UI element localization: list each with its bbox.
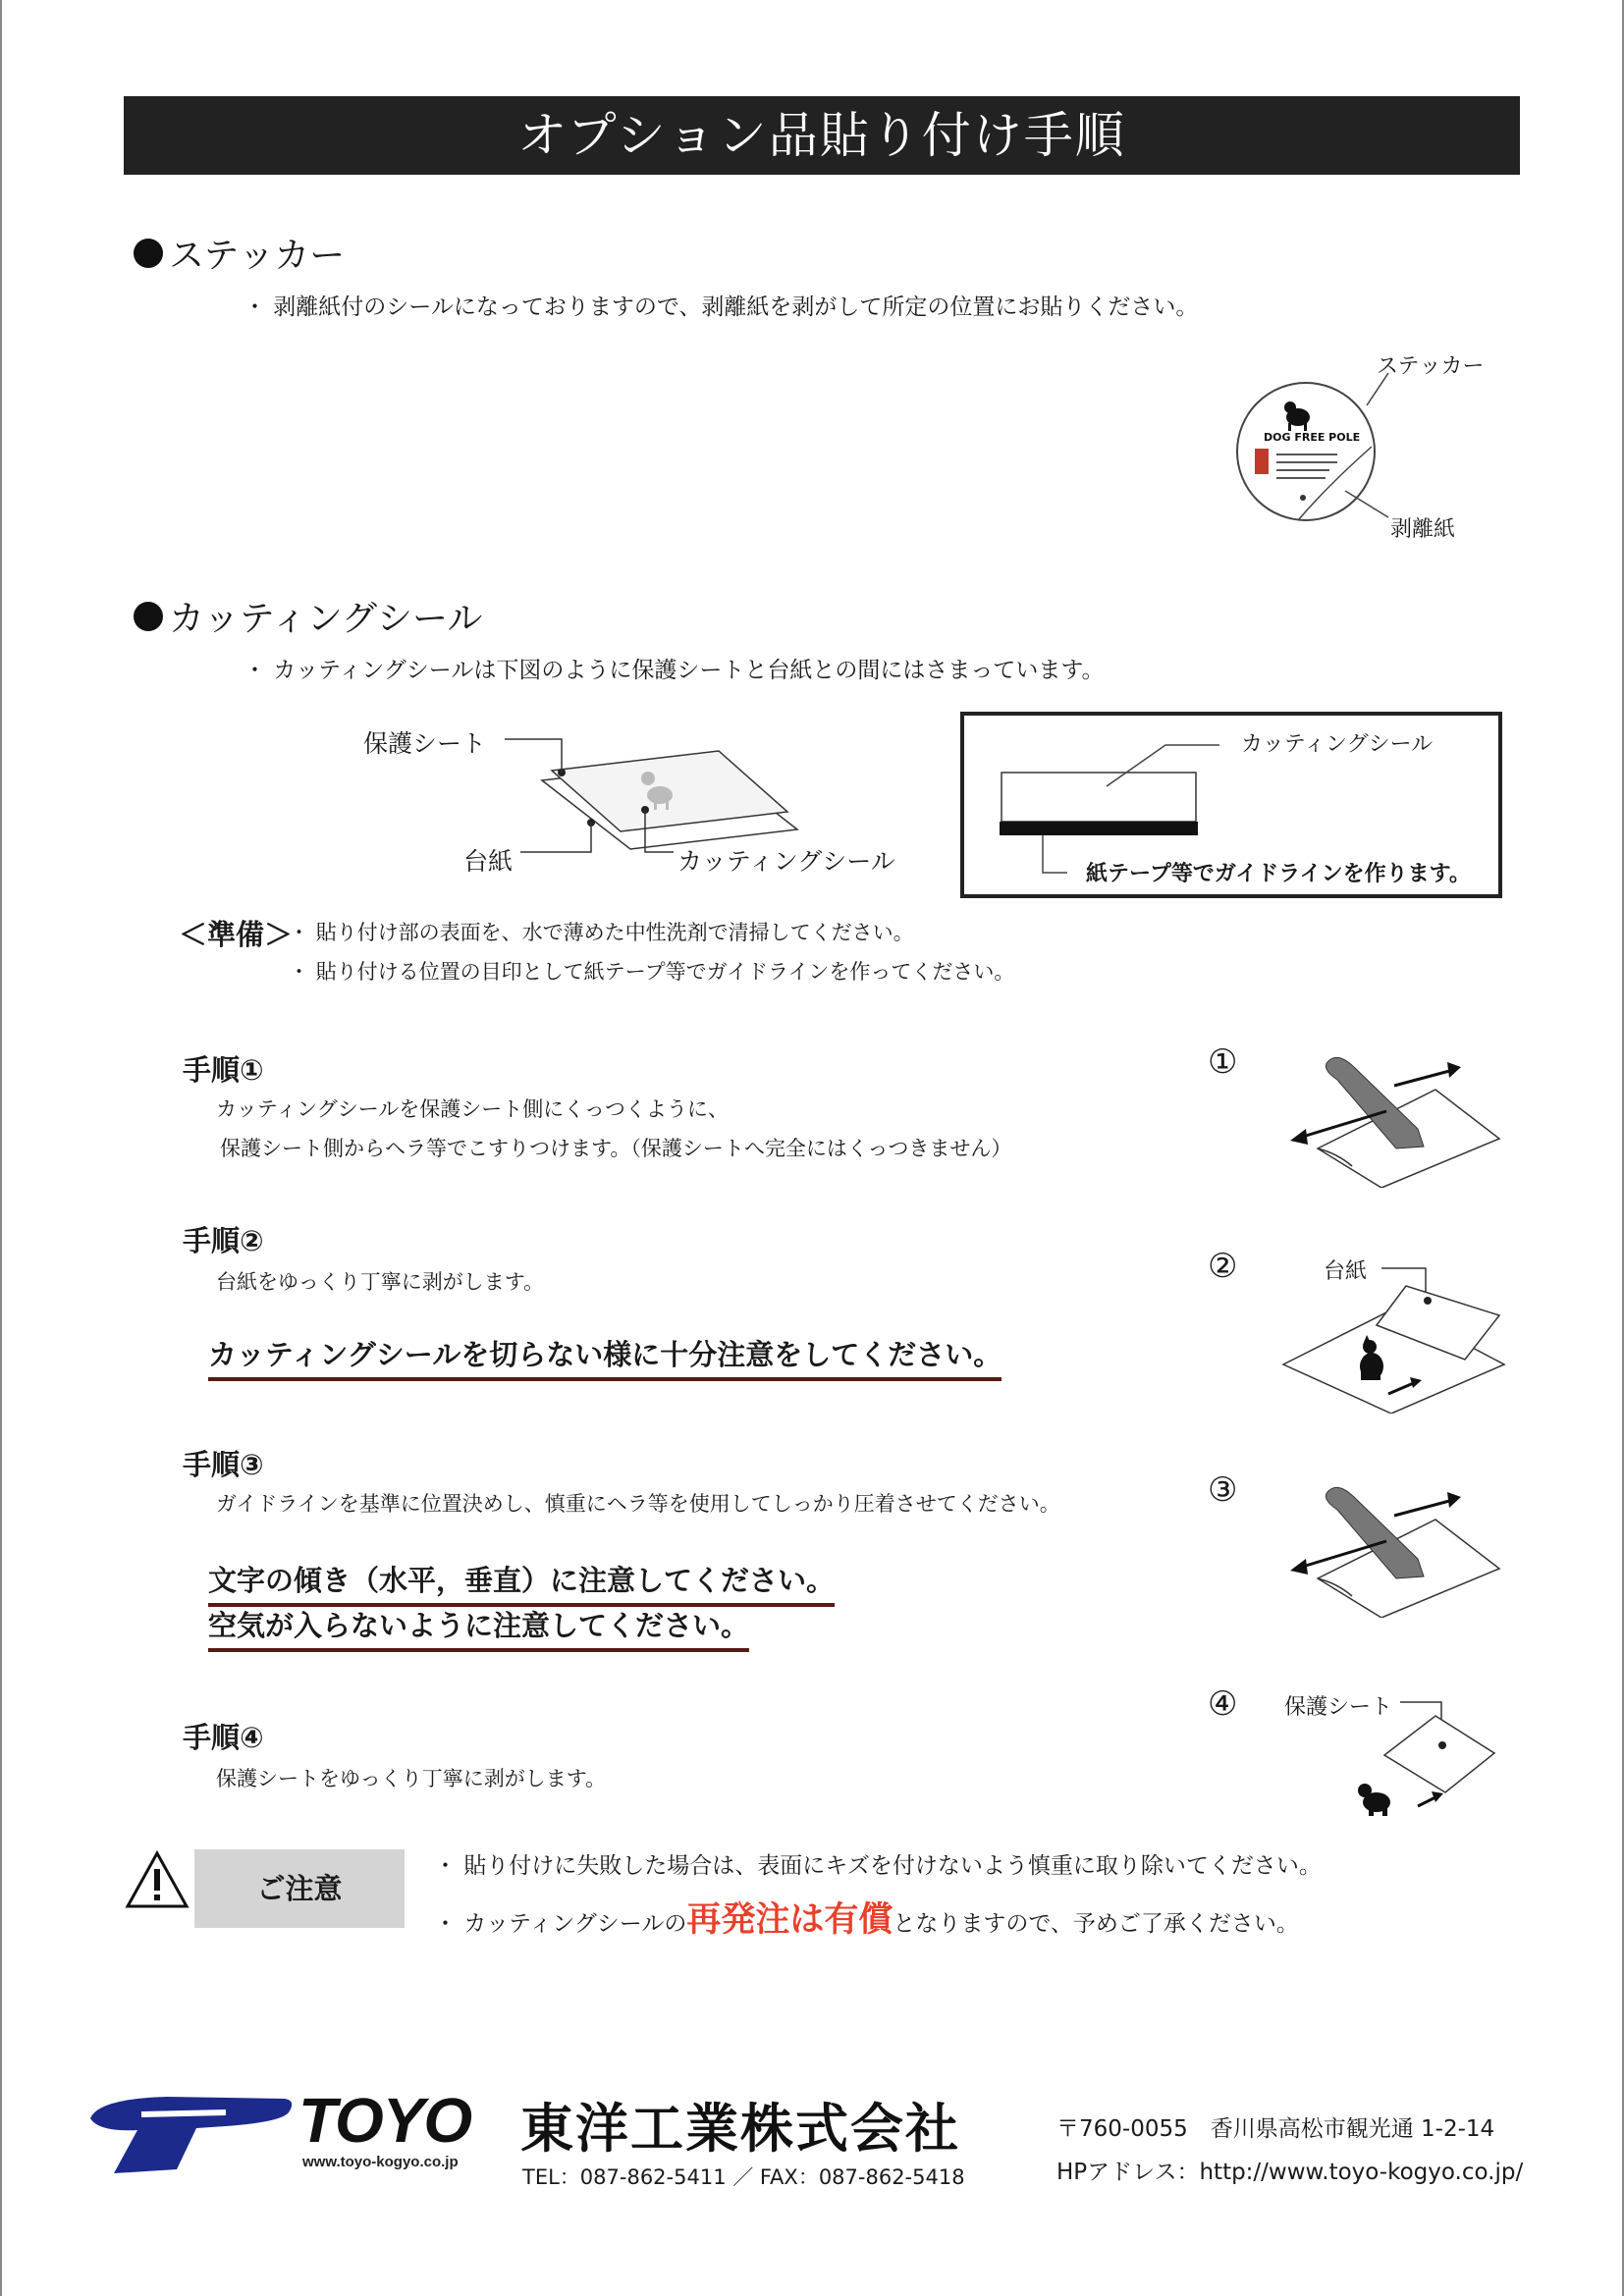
prep-label: ＜準備＞ — [179, 918, 294, 951]
right-arrow-icon — [1394, 1062, 1461, 1086]
step1-line-1: カッティングシールを保護シート側にくっつくように、 — [216, 1097, 729, 1121]
sticker-description: ・ 剥離紙付のシールになっておりますので、剥離紙を剥がして所定の位置にお貼りください。 — [244, 294, 1199, 320]
address: 〒760-0055 香川県高松市観光通 1-2-14 — [1056, 2116, 1495, 2142]
step4-line-1: 保護シートをゆっくり丁寧に剥がします。 — [216, 1767, 607, 1790]
step3-figure — [1278, 1470, 1514, 1618]
step3-caution-1: 文字の傾き（水平，垂直）に注意してください。 — [208, 1559, 835, 1607]
step3-number: ③ — [1208, 1470, 1238, 1510]
step1-figure — [1278, 1041, 1514, 1188]
homepage-link[interactable]: HPアドレス：http://www.toyo-kogyo.co.jp/ — [1056, 2160, 1524, 2185]
protect-sheet-label: 保護シート — [363, 729, 487, 758]
step2-caution: カッティングシールを切らない様に十分注意をしてください。 — [208, 1333, 1001, 1381]
tel-fax: TEL：087-862-5411 ／ FAX：087-862-5418 — [522, 2165, 965, 2189]
cutting-heading — [134, 591, 482, 641]
warning-icon — [124, 1849, 190, 1910]
step2-line-1: 台紙をゆっくり丁寧に剥がします。 — [216, 1270, 545, 1294]
box-tape-label: 紙テープ等でガイドラインを作ります。 — [1086, 862, 1471, 886]
step4-number: ④ — [1208, 1684, 1238, 1724]
right-arrow-icon — [1394, 1492, 1461, 1516]
company-name: 東洋工業株式会社 — [520, 2098, 960, 2160]
notice-line-2 — [434, 1893, 1299, 1942]
step3-heading: 手順③ — [183, 1448, 264, 1481]
dog-icon — [1358, 1784, 1390, 1816]
step2-heading: 手順② — [183, 1224, 264, 1257]
step2-number: ② — [1208, 1247, 1238, 1286]
page-title: オプション品貼り付け手順 — [124, 96, 1520, 175]
toyo-logo-icon — [79, 2091, 297, 2177]
sticker-label: ステッカー — [1377, 354, 1485, 379]
step4-figure — [1347, 1696, 1524, 1824]
sticker-heading-text: ステッカー — [169, 236, 346, 276]
step1-line-2: 保護シート側からヘラ等でこすりつけます。（保護シートへ完全にはくっつきません） — [220, 1137, 1012, 1160]
prep-line-2: ・ 貼り付ける位置の目印として紙テープ等でガイドラインを作ってください。 — [289, 960, 1015, 984]
step2-figure-label: 台紙 — [1324, 1259, 1368, 1284]
arrow-icon — [1418, 1791, 1443, 1806]
liner-label: 剥離紙 — [1390, 517, 1456, 542]
prep-line-1: ・ 貼り付け部の表面を、水で薄めた中性洗剤で清掃してください。 — [289, 921, 914, 944]
notice-line-2-pre: ・ カッティングシールの — [434, 1911, 687, 1937]
notice-line-1: ・ 貼り付けに失敗した場合は、表面にキズを付けないよう慎重に取り除いてください。 — [434, 1853, 1322, 1879]
step4-heading: 手順④ — [183, 1721, 264, 1754]
sticker-heading — [134, 228, 345, 278]
notice-label: ご注意 — [194, 1849, 405, 1928]
cutting-seal-label: カッティングシール — [677, 847, 895, 876]
sticker-badge-text: DOG FREE POLE — [1264, 431, 1361, 444]
step1-number: ① — [1208, 1042, 1238, 1082]
step2-figure — [1278, 1256, 1514, 1414]
notice-line-2-post: となりますので、予めご了承ください。 — [893, 1911, 1299, 1937]
base-paper-label: 台紙 — [463, 847, 514, 876]
brand-name: TOYO — [298, 2085, 472, 2156]
step3-line-1: ガイドラインを基準に位置決めし、慎重にヘラ等を使用してしっかり圧着させてください。 — [216, 1492, 1060, 1516]
step3-caution-2: 空気が入らないように注意してください。 — [208, 1604, 749, 1652]
box-seal-label: カッティングシール — [1241, 732, 1434, 757]
brand-url[interactable]: www.toyo-kogyo.co.jp — [302, 2154, 459, 2170]
cutting-heading-text: カッティングシール — [169, 599, 483, 639]
guideline-box — [960, 712, 1502, 898]
notice-line-2-red: 再発注は有償 — [686, 1900, 893, 1940]
step4-figure-label: 保護シート — [1284, 1695, 1393, 1720]
step1-heading: 手順① — [183, 1053, 264, 1087]
bullet-icon — [134, 239, 163, 268]
cutting-description: ・ カッティングシールは下図のように保護シートと台紙との間にはさまっています。 — [244, 658, 1105, 683]
bullet-icon — [134, 602, 163, 631]
